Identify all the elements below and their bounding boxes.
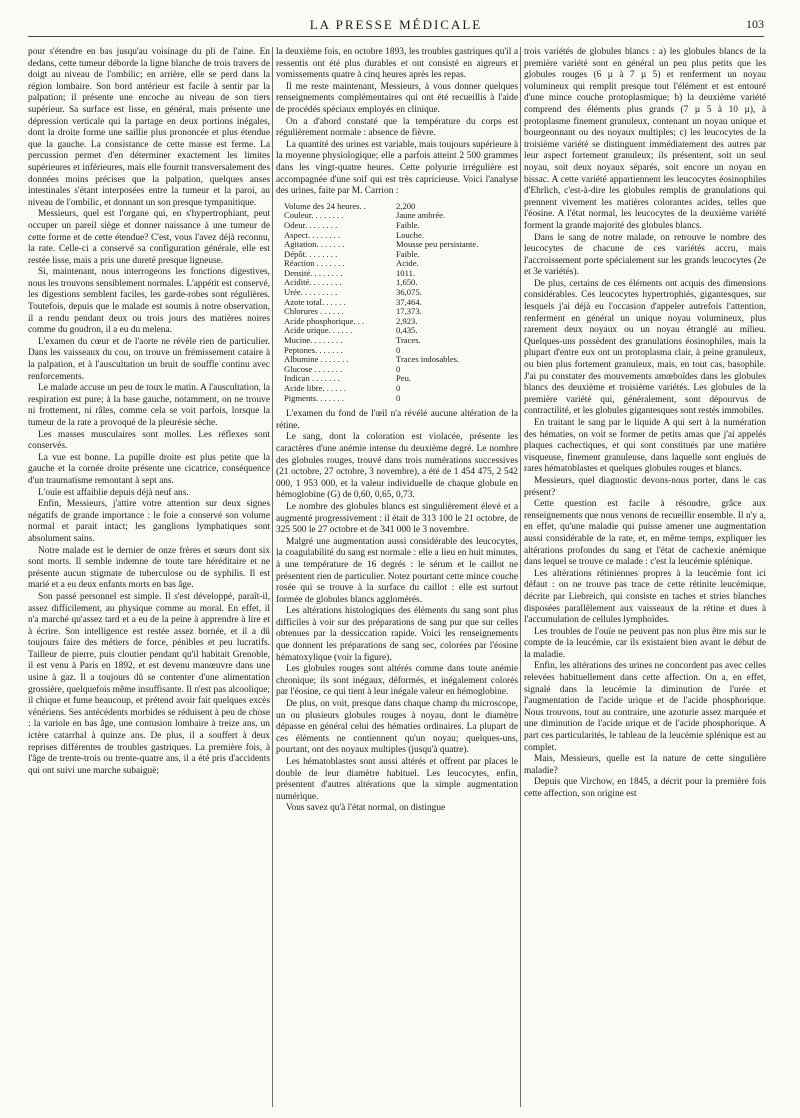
running-head <box>28 14 764 37</box>
urine-property-value: 1,650. <box>396 277 418 288</box>
urine-property-value: Jaune ambrée. <box>396 210 446 221</box>
paragraph: De plus, on voit, presque dans chaque champ du microscope, un ou plusieurs globules rouges à noyau, dont le diamètre dépasse en général celui des hématies ordinaires. La plupart de ces éléments ne contiennent qu'un noyau; quelques-uns, pourtant, ont des noyaux multiples (jusqu'à quatre). <box>276 699 518 756</box>
urine-property-value: Traces indosables. <box>396 354 460 365</box>
journal-title: LA PRESSE MÉDICALE <box>309 17 483 32</box>
urine-property-label: Acide phosphorique. . . <box>284 315 365 326</box>
paragraph: Si, maintenant, nous interrogeons les fonctions digestives, nous les trouvons sensiblement normales. L'appétit est conservé, les digestions semblent faciles, les garde-robes sont régulières. Toutefois, depuis que le malade est soumis à notre observation, il a rendu pendant deux ou trois jours des matières noires comme du goudron, il a eu du melena. <box>28 267 270 336</box>
urine-property-label: Albumine . . . . . . . <box>284 354 349 365</box>
paragraph: En traitant le sang par le liquide A qui sert à la numération des hématies, on voit se former de petits amas que j'ai appelés plaques cachectiques, et qui sont constitués par une matière visqueuse, finement granuleuse, dans laquelle sont englués de rares hématoblastes et quelques globules rouges et blancs. <box>524 418 766 475</box>
paragraph: Son passé personnel est simple. Il s'est développé, paraît-il, assez difficilement, au physique comme au moral. En effet, il n'a marché qu'assez tard et a eu de la peine à apprendre à lire et à écrire. Son intelligence est restée assez bornée, et il a dû toujours faire des métiers de force, pénibles et peu lucratifs. Tailleur de pierre, puis cloutier pendant qu'il habitait Grenoble, il est venu à Paris en 1892, et est devenu manœuvre dans une usine à gaz. Il a toujours dû se contenter d'une alimentation grossière, quelquefois même insuffisante. Il n'est pas alcoolique; il chique et fume beaucoup, et prétend avoir fait quelques excès vénériens. Ses antécédents morbides se réduisent à peu de chose : la variole en bas âge, une contusion lombaire à treize ans, un ictère catarrhal à quinze ans. De plus, il a souffert à deux reprises différentes de troubles gastriques. La première fois, à l'âge de trente-trois ou trente-quatre ans, il a été pris d'accidents qui ont suivi une marche subaiguë; <box>28 591 270 776</box>
paragraph: Mais, Messieurs, quelle est la nature de cette singulière maladie? <box>524 754 766 776</box>
paragraph: la deuxième fois, en octobre 1893, les troubles gastriques qu'il a ressentis ont été plus durables et ont consisté en aigreurs et vomissements quatre à cinq heures après les repas. <box>276 47 518 81</box>
paragraph: Le malade accuse un peu de toux le matin. A l'auscultation, la respiration est pure; à la base gauche, notamment, on ne trouve ni frottement, ni râles, comme cela se voit parfois, lorsque la tumeur de la rate a provoqué de la pleurésie sèche. <box>28 383 270 428</box>
urine-property-value: Louche. <box>396 229 424 240</box>
paragraph: Malgré une augmentation aussi considérable des leucocytes, la coagulabilité du sang est normale : elle a lieu en huit minutes, à une température de 16 degrés : le sérum et le caillot ne présentent rien de particulier. Notez pourtant cette mince couche rosée qui se trouve à la surface du caillot : elle est surtout formée de globules blancs agglomérés. <box>276 536 518 605</box>
paragraph: Enfin, les altérations des urines ne concordent pas avec celles relevées habituellement dans cette affection. On a, en effet, signalé dans la leucémie la diminution de l'urée et l'augmentation de l'acide urique et de l'acide phosphorique. Nous trouvons, tout au contraire, une azoturie assez marquée et une diminution de l'acide urique et de l'acide phosphorique. A part ces particularités, le tableau de la leucémie splénique est au complet. <box>524 661 766 753</box>
paragraph: Les troubles de l'ouïe ne peuvent pas non plus être mis sur le compte de la leucémie, car ils existaient bien avant le début de la maladie. <box>524 626 766 660</box>
urine-property-label: Azote total. . . . . . <box>284 296 346 307</box>
paragraph: Enfin, Messieurs, j'attire votre attention sur deux signes négatifs de grande importance : le foie a conservé son volume normal et parait intact; les ganglions lymphatiques sont absolument sains. <box>28 499 270 544</box>
urine-property-value: Mousse peu persistante. <box>396 239 479 250</box>
urine-property-label: Indican . . . . . . . <box>284 373 340 384</box>
urine-property-label: Acide urique. . . . . . <box>284 325 353 336</box>
paragraph: De plus, certains de ces éléments ont acquis des dimensions considérables. Ces leucocytes hypertrophiés, gigantesques, sur lesquels j'ai déjà eu l'occasion d'appeler autrefois l'attention, renferment en général un unique noyau volumineux, plus rarement deux noyaux ou un noyau étranglé au milieu. Quelques-uns possèdent des granulations éosinophiles, mais la plupart d'entre eux ont un protoplasma clair, à peine granuleux, ou bien plus fortement granuleux, mais, en tout cas, basophile. J'ai pu constater des mouvements amœboïdes dans les globules blancs des deuxième et troisième variétés. Les globules de la première variété qui, généralement, sont dépourvus de contractilité, et les globules gigantesques sont restés immobiles. <box>524 278 766 417</box>
paragraph: Vous savez qu'à l'état normal, on distingue <box>286 803 446 814</box>
urine-property-value: 2,923. <box>396 315 418 326</box>
urine-property-label: Volume des 24 heures. . <box>284 200 366 211</box>
column-2-lower-text <box>276 409 518 815</box>
column-2 <box>276 47 518 1111</box>
urine-property-label: Réaction . . . . . . . <box>284 258 345 269</box>
paragraph: Dans le sang de notre malade, on retrouve le nombre des leucocytes de chacune de ces variétés accru, mais l'accroissement porte spécialement sur les grands leucocytes (2e et 3e variétés). <box>524 232 766 278</box>
paragraph: pour s'étendre en bas jusqu'au voisinage du pli de l'aine. En dedans, cette tumeur déborde la ligne blanche de trois travers de doigt au niveau de l'ombilic; en arrière, elle se perd dans la région lombaire. Son bord antérieur est facile à sentir par la palpation; il présente une encoche au niveau de son tiers supérieur. Sa surface est lisse, en général, mais présente une dépression verticale qui la partage en deux portions inégales, dont la droite forme une saillie plus prononcée et plus étendue que la gauche. La consistance de cette masse est ferme. La percussion permet d'en déterminer exactement les limites supérieures et inférieures, mais elle fournit transversalement des données moins précises que la palpation, quelques anses intestinales s'étant interposées entre la tumeur et la paroi, au niveau de l'ombilic, et donnant un son presque tympanitique. <box>28 47 270 208</box>
urine-property-label: Glucose . . . . . . . <box>284 363 343 374</box>
urine-property-value: Traces. <box>396 335 421 346</box>
paragraph: Il me reste maintenant, Messieurs, à vous donner quelques renseignements complémentaires qui ont été recueillis à l'aide de procédés spéciaux employés en clinique. <box>276 81 518 115</box>
urine-property-label: Aspect. . . . . . . . <box>284 229 341 240</box>
paragraph: Depuis que Virchow, en 1845, a décrit pour la première fois cette affection, son origine est <box>524 777 766 799</box>
paragraph: Le sang, dont la coloration est violacée, présente les caractères d'une anémie intense du deuxième degré. Le nombre des globules rouges, trouvé dans trois numérations successives (21 octobre, 27 octobre, 3 novembre), a été de 1 454 475, 2 542 000, 1 953 000, et la valeur individuelle de chaque globule en hémoglobine (G) de 0,60, 0,65, 0,73. <box>276 432 518 501</box>
urine-property-value: 0 <box>396 363 401 374</box>
urine-property-label: Mucine. . . . . . . . <box>284 335 343 346</box>
column-2-upper-text <box>276 47 518 198</box>
urine-property-value: 36,075. <box>396 287 422 298</box>
paragraph: Messieurs, quel est l'organe qui, en s'hypertrophiant, peut occuper un pareil siège et donner naissance à une tumeur de cette forme et de cette étendue? C'est, vous l'avez déjà reconnu, la rate. Celle-ci a conservé sa configuration générale, elle est restée lisse, mais a pris une dureté presque ligneuse. <box>28 209 270 266</box>
urine-property-label: Urée. . . . . . . . . <box>284 287 338 298</box>
urine-property-value: 1011. <box>396 267 416 278</box>
urine-property-label: Dépôt. . . . . . . . <box>284 248 338 259</box>
paragraph: trois variétés de globules blancs : a) les globules blancs de la première variété sont en général un peu plus petits que les globules rouges (6 µ à 7 µ 5) et renferment un noyau volumineux qui remplit presque tout l'élément et est entouré d'une mince couche protoplasmique; b) la deuxième variété comprend des éléments plus grands (7 µ 5 à 10 µ), à protoplasme finement granuleux, contenant un noyau unique et bourgeonnant ou des noyaux multiples; c) les leucocytes de la troisième variété se distinguent immédiatement des autres par leur aspect fortement granuleux; ils présentent, soit un seul noyau, soit deux noyaux séparés, soit encore un noyau en bissac. A cette variété appartiennent les leucocytes éosinophiles d'Ehrlich, c'est-à-dire les globules remplis de granulations qui prennent vivement les matières colorantes acides, telles que l'éosine. A l'état normal, les leucocytes de la deuxième variété forment la grande majorité des globules blancs. <box>524 47 766 231</box>
urine-property-label: Acidité. . . . . . . . <box>284 277 342 288</box>
urine-property-value: 0 <box>396 383 401 393</box>
table-row <box>284 394 478 404</box>
urine-property-label: Densité. . . . . . . . <box>284 267 343 278</box>
urine-property-label: Peptones. . . . . . . <box>284 344 343 355</box>
paragraph: La vue est bonne. La pupille droite est plus petite que la gauche et la cornée droite présente une cicatrice, conséquence d'un traumatisme remontant à sept ans. <box>28 452 270 486</box>
urine-property-label: Couleur. . . . . . . . <box>284 210 344 221</box>
urine-property-label: Pigments. . . . . . . <box>284 392 344 403</box>
urine-property-value: 0,435. <box>396 325 418 336</box>
urine-property-value: Acide. <box>396 258 419 269</box>
column-1 <box>28 47 270 1111</box>
paragraph: Les altérations histologiques des éléments du sang sont plus difficiles à voir sur des préparations de sang pur que sur celles obtenues par la dessiccation rapide. Voici les renseignements que donnent les préparations de sang sec, colorées par l'éosine hématoxylique (voir la figure). <box>276 606 518 663</box>
paragraph: L'examen du cœur et de l'aorte ne révèle rien de particulier. Dans les vaisseaux du cou, on trouve un frémissement cataire à la palpation, et à l'auscultation un bruit de souffle continu avec renforcements. <box>28 336 270 382</box>
text-columns <box>28 47 766 1111</box>
paragraph: Les hématoblastes sont aussi altérés et offrent par places le double de leur diamètre habituel. Les leucocytes, enfin, présentent d'autres altérations que la simple augmentation numérique. <box>276 757 518 802</box>
urine-property-value: 0 <box>396 344 401 355</box>
urine-property-label: Agitation. . . . . . . <box>284 239 345 250</box>
paragraph: Cette question est facile à résoudre, grâce aux renseignements que nous venons de recueillir ensemble. Il n'y a, en effet, qu'une maladie qui puisse amener une augmentation aussi considérable de la rate, et, en même temps, expliquer les altérations profondes du sang et l'état de cachexie anémique dans lequel se trouve ce malade : c'est la leucémie splénique. <box>524 499 766 568</box>
page-number: 103 <box>746 17 764 31</box>
column-3 <box>524 47 766 1111</box>
paragraph: Les globules rouges sont altérés comme dans toute anémie chronique; ils sont inégaux, déformés, et inégalement colorés par l'éosine, ce qui tient à leur inégale valeur en hémoglobine. <box>276 664 518 698</box>
urine-analysis-table <box>284 202 478 403</box>
urine-property-value: 17,373. <box>396 306 422 317</box>
urine-property-label: Odeur. . . . . . . . <box>284 219 338 230</box>
paragraph: Les masses musculaires sont molles. Les réflexes sont conservés. <box>28 429 270 452</box>
paragraph: La quantité des urines est variable, mais toujours supérieure à la moyenne physiologique; elle a parfois atteint 2 500 grammes dans les vingt-quatre heures. Cette polyurie irrégulière est accompagnée d'une soif qui est très capricieuse. Voici l'analyse des urines, faite par M. Carrion : <box>276 139 518 197</box>
urine-property-value: 0 <box>396 392 401 403</box>
urine-property-value: Peu. <box>396 373 412 384</box>
urine-property-value: Faible. <box>396 248 420 259</box>
urine-property-value: 37,464. <box>396 296 422 307</box>
urine-property-label: Chlorures . . . . . . <box>284 306 344 317</box>
urine-property-value: Faible. <box>396 219 420 230</box>
urine-property-label: Acide libre. . . . . . <box>284 383 347 393</box>
paragraph: Le nombre des globules blancs est singulièrement élevé et a augmenté progressivement : il était de 313 100 le 21 octobre, de 325 500 le 27 octobre et de 341 000 le 3 novembre. <box>276 501 518 536</box>
paragraph: L'examen du fond de l'œil n'a révélé aucune altération de la rétine. <box>276 409 518 431</box>
paragraph: Les altérations rétiniennes propres à la leucémie font ici défaut : on ne trouve pas trace de cette rétinite leucémique, décrite par Liebreich, qui consiste en taches et stries blanches disposées parallèlement aux vaisseaux de la rétine et dues à l'accumulation de cellules lymphoïdes. <box>524 568 766 626</box>
paragraph: Messieurs, quel diagnostic devons-nous porter, dans le cas présent? <box>524 475 766 498</box>
paragraph: Notre malade est le dernier de onze frères et sœurs dont six sont morts. Il semble indemne de toute tare héréditaire et ne présente aucun stigmate de tuberculose ou de syphilis. Il est marié et a eu deux enfants morts en bas âge. <box>28 545 270 591</box>
urine-property-value: 2,200 <box>396 200 416 211</box>
paragraph: L'ouïe est affaiblie depuis déjà neuf ans. <box>38 487 189 498</box>
paragraph: On a d'abord constaté que la température du corps est régulièrement normale : absence de fièvre. <box>276 116 518 139</box>
